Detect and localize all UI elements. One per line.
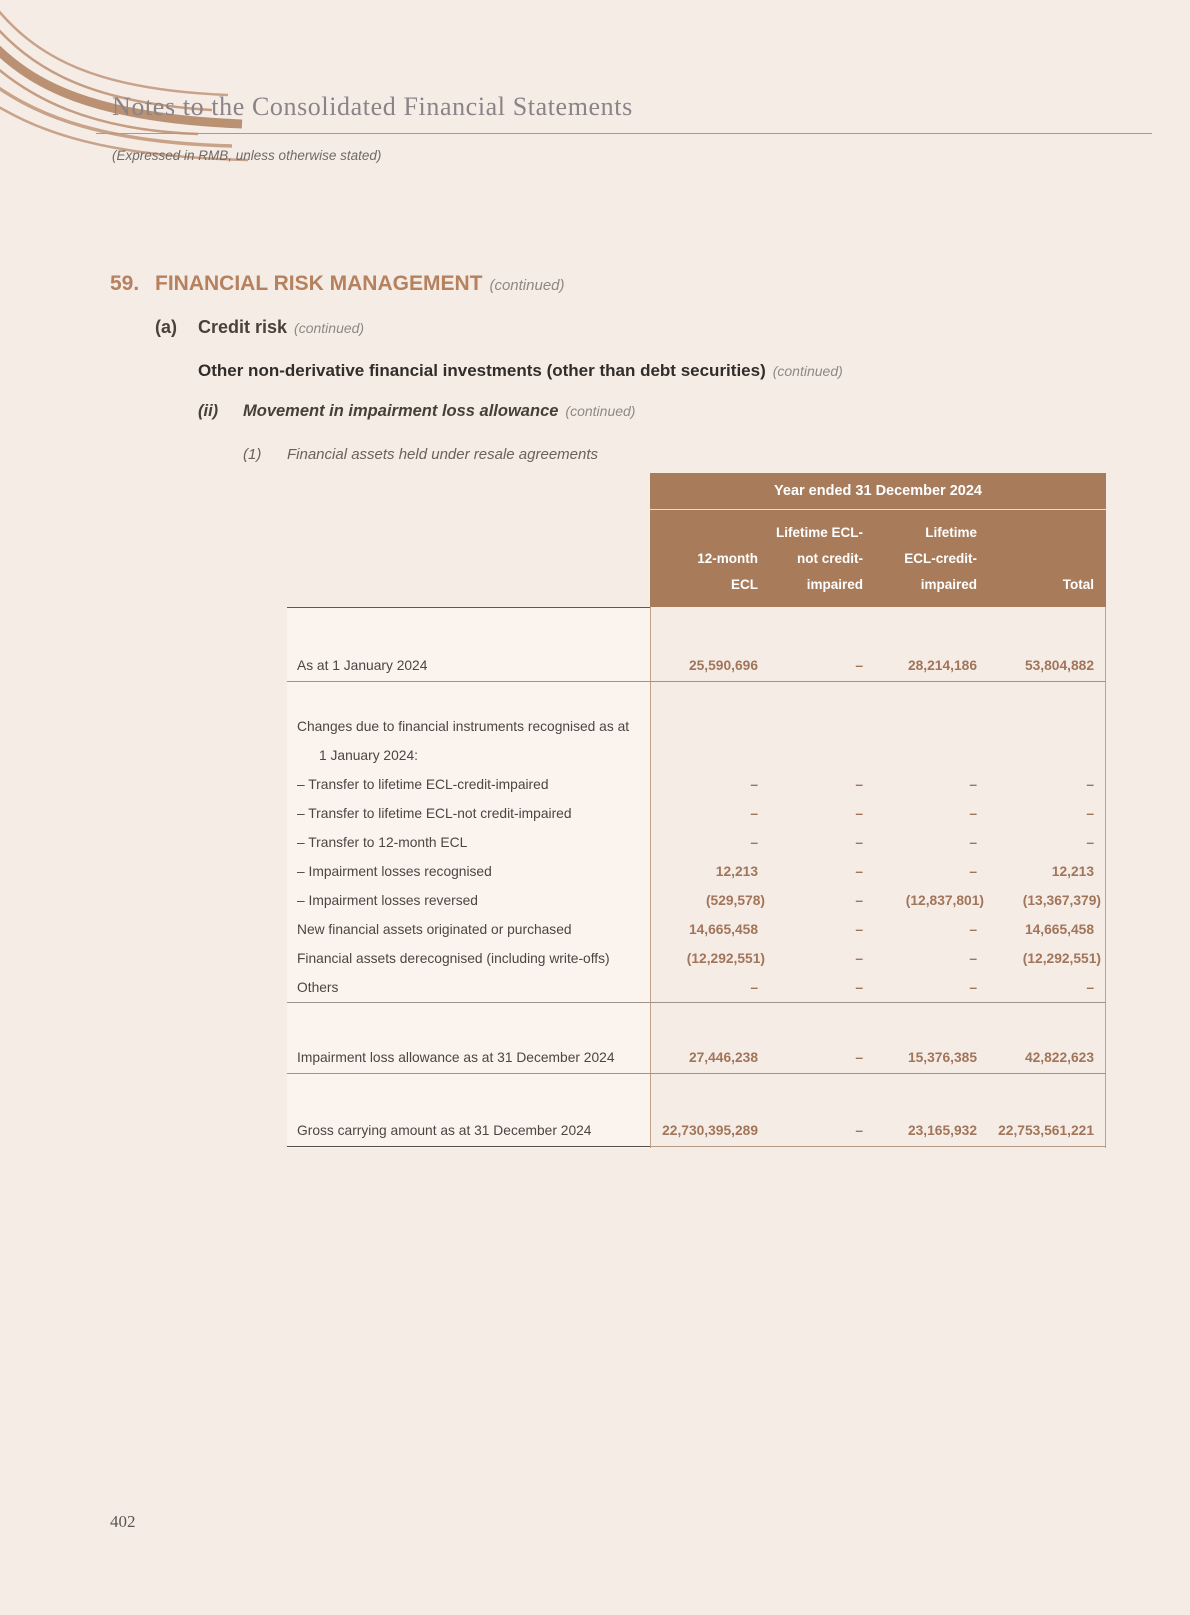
item-1-title: Financial assets held under resale agreements — [287, 446, 599, 463]
subsection-ii-number: (ii) — [198, 402, 219, 420]
page-subtitle: (Expressed in RMB, unless otherwise stated) — [112, 148, 382, 163]
table-rule — [287, 1073, 1106, 1074]
table-bottom-border — [287, 1146, 1106, 1148]
subsection-ii-heading — [198, 402, 635, 421]
column-headers — [650, 510, 1106, 607]
table-row: Others – – – – — [297, 980, 1094, 995]
table-header — [650, 473, 1106, 607]
table-row: – Transfer to lifetime ECL-credit-impaired – – – – — [297, 777, 1094, 792]
table-row: Financial assets derecognised (including write-offs) (12,292,551) – – (12,292,551) — [297, 951, 1101, 966]
table-row: – Transfer to lifetime ECL-not credit-impaired – – – – — [297, 806, 1094, 821]
other-investments-heading — [198, 361, 843, 381]
column-header-lifetime-ecl-not-credit-impaired: Lifetime ECL- not credit- impaired — [775, 525, 863, 592]
table-body — [287, 607, 1106, 1148]
table-rule — [287, 1002, 1106, 1003]
subsection-a-continued: (continued) — [294, 320, 365, 336]
decorative-swoosh — [0, 0, 300, 170]
column-header-12-month-ecl: 12-month ECL — [697, 551, 758, 592]
section-continued: (continued) — [489, 277, 565, 294]
section-heading — [110, 272, 565, 296]
subsection-a-title: Credit risk — [198, 317, 288, 337]
page-title: Notes to the Consolidated Financial Statements — [112, 92, 633, 121]
page-number: 402 — [110, 1512, 136, 1531]
item-1-heading — [243, 446, 598, 463]
table-row: Gross carrying amount as at 31 December 2024 22,730,395,289 – 23,165,932 22,753,561,221 — [297, 1123, 1094, 1138]
item-1-number: (1) — [243, 446, 262, 463]
subsection-ii-continued: (continued) — [565, 403, 636, 419]
table-row: Impairment loss allowance as at 31 December 2024 27,446,238 – 15,376,385 42,822,623 — [297, 1050, 1094, 1065]
period-header: Year ended 31 December 2024 — [650, 473, 1106, 510]
table-row: – Transfer to 12-month ECL – – – – — [297, 835, 1094, 850]
table-row: As at 1 January 2024 25,590,696 – 28,214,186 53,804,882 — [297, 658, 1094, 673]
column-header-total: Total — [1062, 577, 1094, 592]
table-row: New financial assets originated or purchased 14,665,458 – – 14,665,458 — [297, 922, 1094, 937]
subsection-a-heading — [155, 317, 364, 338]
impairment-table — [287, 473, 1106, 1148]
table-row: – Impairment losses reversed (529,578) – (12,837,801) (13,367,379) — [297, 893, 1101, 908]
column-header-lifetime-ecl-credit-impaired: Lifetime ECL-credit- impaired — [904, 525, 977, 592]
subsection-a-number: (a) — [155, 317, 177, 337]
section-number: 59. — [110, 272, 140, 295]
section-title: FINANCIAL RISK MANAGEMENT — [155, 272, 483, 295]
table-row: – Impairment losses recognised 12,213 – – 12,213 — [297, 864, 1094, 879]
table-rule — [287, 681, 1106, 682]
title-divider — [96, 133, 1152, 134]
other-investments-continued: (continued) — [772, 363, 843, 379]
other-investments-title: Other non-derivative financial investments (other than debt securities) — [198, 361, 766, 380]
table-row: Changes due to financial instruments recognised as at 1 January 2024: — [297, 719, 630, 763]
subsection-ii-title: Movement in impairment loss allowance — [243, 402, 559, 420]
